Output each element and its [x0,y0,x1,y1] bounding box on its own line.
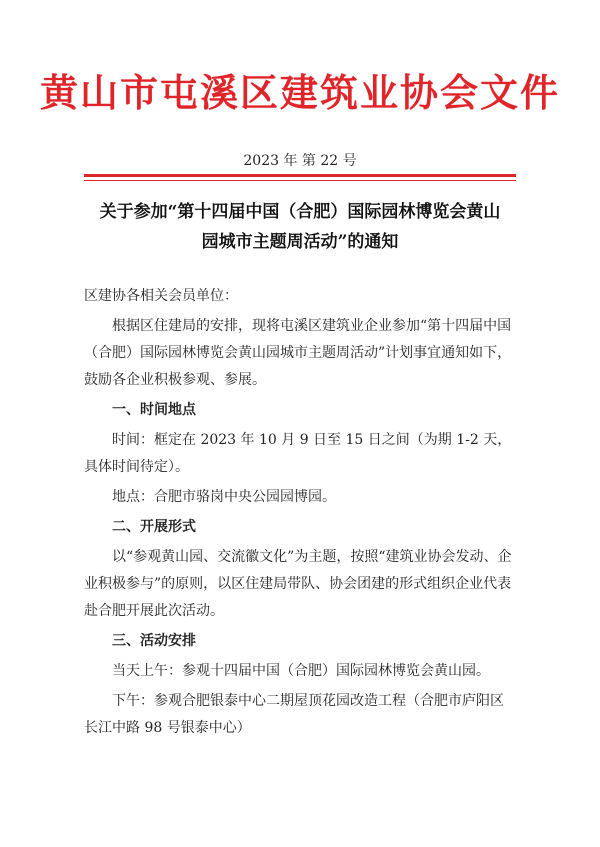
document-number: 2023 年 第 22 号 [243,153,357,169]
format-paragraph: 以“参观黄山园、交流徽文化”为主题，按照“建筑业协会发动、企业积极参与”的原则，以区住建局带队、协会团建的形式组织企业代表赴合肥开展此次活动。 [84,549,512,619]
place-paragraph: 地点：合肥市骆岗中央公园园博园。 [112,489,336,505]
salutation: 区建协各相关会员单位： [84,288,238,304]
morning-paragraph: 当天上午：参观十四届中国（合肥）国际园林博览会黄山园。 [112,663,490,679]
notice-title-line1: 关于参加“第十四届中国（合肥）国际园林博览会黄山 [99,202,501,222]
intro-paragraph: 根据区住建局的安排，现将屯溪区建筑业企业参加“第十四届中国（合肥）国际园林博览会黄山园城市主题周活动”计划事宜通知如下，鼓励各企业积极参观、参展。 [84,318,512,388]
red-divider-thin [84,180,516,181]
afternoon-paragraph: 下午：参观合肥银泰中心二期屋顶花园改造工程（合肥市庐阳区长江中路 98 号银泰中心） [84,693,504,736]
notice-title [80,197,520,257]
notice-title-line2: 园城市主题周活动”的通知 [201,232,399,252]
section-heading-format: 二、开展形式 [112,519,196,535]
document-body [84,283,516,742]
red-divider-thick [84,174,516,177]
time-paragraph: 时间：框定在 2023 年 10 月 9 日至 15 日之间（为期 1-2 天，具体时间待定）。 [84,432,512,475]
org-document-title: 黄山市屯溪区建筑业协会文件 [39,70,560,115]
section-heading-time-place: 一、时间地点 [112,402,196,418]
section-heading-schedule: 三、活动安排 [112,633,196,649]
